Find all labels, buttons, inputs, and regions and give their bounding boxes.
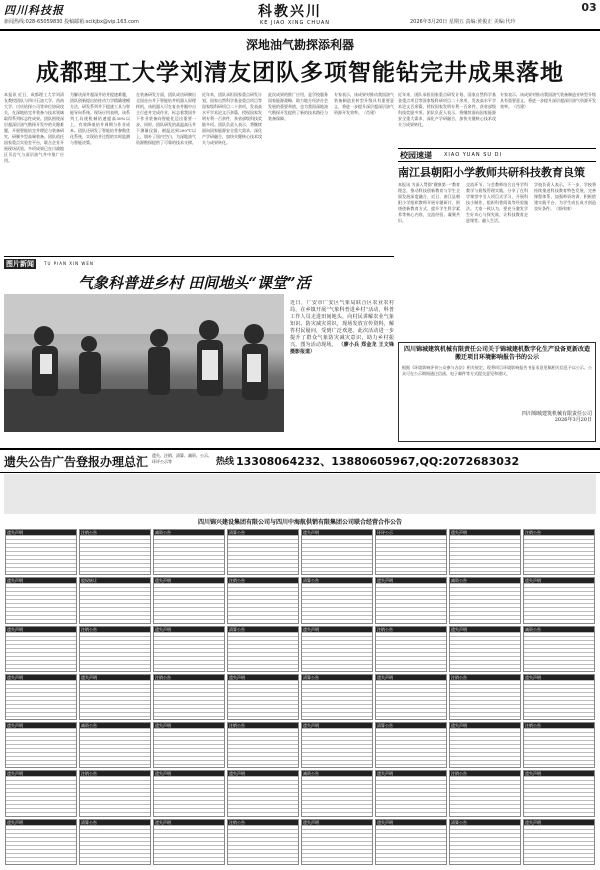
classified-ad-title: 遗失声明 [6, 578, 76, 583]
classified-ad [523, 722, 595, 768]
classified-ad-title: 遗失声明 [524, 578, 594, 583]
classified-ad [153, 770, 225, 816]
classified-ad-title: 注销公告 [228, 578, 298, 583]
photo-news-label-bar [4, 256, 394, 269]
classified-ad-title: 遗失声明 [376, 675, 446, 680]
photo-news-pinyin: TU PIAN XIN WEN [44, 261, 94, 266]
classified-ad [523, 577, 595, 623]
classified-ad-title: 注销公告 [450, 675, 520, 680]
classified-ad-title: 遗失声明 [154, 723, 224, 728]
classified-ad [301, 819, 373, 865]
classified-ad-body [376, 728, 446, 768]
classified-ad-body [450, 825, 520, 865]
classified-ad [5, 770, 77, 816]
classified-ad [227, 577, 299, 623]
classified-ad-body [6, 632, 76, 672]
notice-date: 2026年3月20日 [554, 417, 592, 423]
classified-ad-title: 注销公告 [524, 723, 594, 728]
classified-ad [227, 819, 299, 865]
classified-ad [5, 577, 77, 623]
lead-column-right: 专家表示，该成果对推动我国油气装备制造业转型升级具有重要意义，将进一步提升深层超深层油气资源开发效率。（肖建） [500, 92, 596, 109]
classified-ad [449, 626, 521, 672]
contact-line: 新闻热线:028-65059830 投稿邮箱:scikjbx@vip.163.com [4, 19, 139, 25]
classified-ad-body [80, 583, 150, 623]
classified-ad-title: 遗失声明 [154, 771, 224, 776]
classified-ad-body [302, 680, 372, 720]
classified-ad-title: 注销公告 [228, 820, 298, 825]
classified-ad-body [376, 776, 446, 816]
classified-ad-body [6, 728, 76, 768]
classified-ad-title: 注销公告 [524, 530, 594, 535]
classified-ad-title: 注销公告 [80, 627, 150, 632]
campus-paragraph: 学校负责人表示，下一步，学校将持续推进科技教育特色发展，完善课程体系，加强师资培训，积极搭建实践平台，为学生成长成才创造良好条件。（郭伟康） [534, 182, 596, 211]
classified-ad-title: 注销公告 [80, 530, 150, 535]
classified-ad-body [524, 535, 594, 575]
classified-ad-title: 遗失声明 [6, 820, 76, 825]
notice-body: 根据《环境影响评价公众参与办法》相关规定，现将项目环境影响报告书征求意见稿相关信息予以公示，公众可在公示期间通过信函、电子邮件等方式提交意见和建议。 [402, 365, 592, 376]
classified-ad-body [376, 632, 446, 672]
classified-ad-body [80, 825, 150, 865]
masthead-rule [0, 29, 600, 31]
classified-ad-body [524, 583, 594, 623]
photo-caption [290, 300, 394, 434]
classified-ad-body [80, 680, 150, 720]
classified-ad-body [228, 776, 298, 816]
classified-ad [449, 770, 521, 816]
classified-ad-title: 清算公告 [302, 675, 372, 680]
classified-ad-body [228, 728, 298, 768]
classified-ad-body [524, 632, 594, 672]
classified-ad-body [302, 632, 372, 672]
classified-ad-body [154, 535, 224, 575]
classified-ad-title: 股权转让 [80, 578, 150, 583]
classified-ad-title: 遗失声明 [6, 723, 76, 728]
news-photo [4, 294, 284, 432]
classified-ad-title: 遗失声明 [6, 771, 76, 776]
lead-kicker: 深地油气勘探添利器 [245, 38, 354, 52]
ad-banner-title: 遗失公告广告登报办理总汇 [4, 455, 149, 469]
classified-ad-body [302, 535, 372, 575]
classified-ad-title: 清算公告 [228, 627, 298, 632]
classified-ad [301, 674, 373, 720]
classified-ad-body [302, 583, 372, 623]
classified-ad-title: 清算公告 [228, 530, 298, 535]
classified-ad-title: 减资公告 [450, 578, 520, 583]
lead-column: 此次成果的推广应用，是学校服务国家能源战略、助力地方经济社会发展的重要举措，也为我国深地油气勘探开发提供了新的技术路径与装备保障。 [268, 92, 328, 121]
classified-grid [4, 528, 596, 866]
classified-ad-title: 遗失声明 [524, 771, 594, 776]
classified-ad-body [154, 632, 224, 672]
classified-ad [449, 722, 521, 768]
date-line: 2026年3月20日 星期五 责编:黄俊正 美编:代玲 [410, 19, 516, 25]
campus-paragraph: 本报讯 为深入贯彻“健康第一”教育理念，推动科技创新教育与学生全面发展深度融合，近日，南江县朝阳小学组织教师开展专题研讨，围绕创新教育方式、提升学生科学素养等核心内容，交流经验、凝聚共识。 [398, 182, 460, 223]
classified-ad [79, 770, 151, 816]
classified-ad-title: 遗失声明 [6, 627, 76, 632]
classified-ad [449, 819, 521, 865]
classified-ad-body [524, 680, 594, 720]
masthead [0, 0, 600, 32]
classified-ad-title: 遗失声明 [154, 820, 224, 825]
classified-ad-body [302, 825, 372, 865]
classified-ad-title: 清算公告 [450, 820, 520, 825]
page-number: 03 [581, 1, 597, 14]
classified-ad [79, 674, 151, 720]
paper-logo: 四川科技报 [4, 4, 64, 17]
classified-ad-body [80, 535, 150, 575]
campus-label-bar [398, 148, 596, 162]
ad-banner-phones: 13308064232、13880605967,QQ:2072683032 [236, 455, 520, 468]
classified-ad [153, 722, 225, 768]
classified-ad-body [228, 680, 298, 720]
classified-ad-title: 遗失声明 [302, 530, 372, 535]
classified-ad [301, 770, 373, 816]
classified-ad-title: 注销公告 [80, 771, 150, 776]
notice-signature: 四川锦城建筑机械有限责任公司 [521, 411, 592, 417]
lead-column-right: 近年来，团队承担国家重点研发计划、国家自然科学基金重点项目等国家级科研项目二十余项，发表高水平学术论文百余篇，授权国家发明专利一百余件，获省部级科技奖励多项。团队负责人表示，将继续面向国家能源安全重大需求，深化产学研融合，加快关键核心技术攻关与成果转化。 [398, 92, 496, 127]
classified-ad-title: 注销公告 [450, 771, 520, 776]
lead-column: 为解决深井超深井钻井提速难题，团队创新提出钻柱动力学精确建模方法，研发系列井下提速工具与智能导向系统。现场应用表明，该系列工具使机械钻速提高30%以上，有效降低钻井周期与作业成本。团队还研发了智能钻井参数优化系统，实现钻井过程的实时监测与智能决策。 [70, 92, 130, 145]
classified-ad-title: 注销公告 [228, 723, 298, 728]
classified-ad [375, 770, 447, 816]
ad-banner [0, 448, 600, 473]
ad-banner-hotline-label: 热线 [216, 457, 235, 467]
campus-paragraph: 交流环节，与会教师结合自身学科教学与班级管理实践，分享了在科学课堂中引入项目式学习、开展科技小制作、组织科普阅读等经验做法。大家一致认为，要充分激发学生好奇心与探究欲，让科技教育走进课堂、融入生活。 [466, 182, 528, 223]
classified-ad [523, 626, 595, 672]
classified-ad [375, 577, 447, 623]
classified-ad [227, 722, 299, 768]
classified-ad [79, 577, 151, 623]
classified-ad [153, 529, 225, 575]
classified-ad-body [154, 776, 224, 816]
lead-body [4, 92, 394, 257]
notice-title: 四川锦城建筑机械有限责任公司关于锦城建机数字化生产设备更新改造搬迁项目环境影响报告书的公示 [403, 346, 590, 361]
classified-ad-body [450, 535, 520, 575]
classified-ad-body [524, 776, 594, 816]
classified-ad [79, 722, 151, 768]
classified-ad [153, 674, 225, 720]
classified-ad [375, 674, 447, 720]
classified-ad-title: 遗失声明 [524, 675, 594, 680]
classified-ad [301, 626, 373, 672]
classified-ad-title: 遗失声明 [376, 771, 446, 776]
classified-ad [5, 819, 77, 865]
classified-ad [301, 722, 373, 768]
classified-ad-title: 遗失声明 [450, 530, 520, 535]
classified-ad [227, 626, 299, 672]
classified-ad-body [6, 680, 76, 720]
classified-ad [79, 819, 151, 865]
classified-ad-title: 减资公告 [154, 530, 224, 535]
photo-caption-text: 近日，广安市广安区气象局联合区农业农村局，在乡镇开展“气象科普进乡村”活动，科普工作人员走进田间地头，向村民讲解农业气象知识、防灾减灾常识，现场发放宣传资料，解答村民疑问，受到广泛欢迎。此次活动进一步提升了群众气象防灾减灾意识，助力乡村振兴。图为活动现场。 [290, 300, 394, 348]
classified-ad-title: 注销公告 [154, 675, 224, 680]
classified-ad-body [302, 728, 372, 768]
classified-ad-body [228, 583, 298, 623]
classified-ad [523, 819, 595, 865]
classified-ad [375, 529, 447, 575]
classified-ad-body [6, 825, 76, 865]
lead-column: 近年来，团队承担国家重点研发计划、国家自然科学基金重点项目等国家级科研项目二十余项，发表高水平学术论文百余篇，授权国家发明专利一百余件，获省部级科技奖励多项。团队负责人表示，将继续面向国家能源安全重大需求，深化产学研融合，加快关键核心技术攻关与成果转化。 [202, 92, 262, 145]
classified-ad [375, 626, 447, 672]
classified-ad-title: 遗失声明 [6, 530, 76, 535]
classified-ad-body [376, 680, 446, 720]
classified-ad [153, 626, 225, 672]
photo-credit: （廖小兵 郑金龙 王文锋 摄影报道） [290, 342, 394, 355]
classified-ad [5, 674, 77, 720]
classified-ad [5, 626, 77, 672]
classified-ad-title: 清算公告 [302, 578, 372, 583]
campus-label: 校园速递 [400, 150, 432, 160]
classified-ad-body [154, 680, 224, 720]
classified-ad-title: 遗失声明 [302, 627, 372, 632]
classified-ad [153, 819, 225, 865]
campus-headline: 南江县朝阳小学教师共研科技教育良策 [398, 166, 585, 179]
classified-ad-body [6, 583, 76, 623]
classified-ad-body [228, 825, 298, 865]
classified-ad-body [154, 825, 224, 865]
classified-ad-body [154, 583, 224, 623]
classified-ad-body [376, 583, 446, 623]
classified-ad [449, 529, 521, 575]
classified-ad-body [524, 825, 594, 865]
classified-ad [5, 722, 77, 768]
classified-ad-title: 遗失声明 [376, 578, 446, 583]
classified-ad-title: 遗失声明 [302, 820, 372, 825]
section-title: 科教兴川 [258, 4, 322, 20]
classified-ad-title: 遗失声明 [154, 627, 224, 632]
ad-banner-services: 遗失、注销、清算、减资、公示、环评公示等 [152, 453, 212, 464]
classified-ad-body [80, 728, 150, 768]
classified-ad-body [450, 728, 520, 768]
classified-ad-title: 清算公告 [376, 723, 446, 728]
classified-ad-title: 遗失声明 [228, 675, 298, 680]
classified-ad-body [450, 583, 520, 623]
classified-ad-body [450, 632, 520, 672]
classified-ad-title: 注销公告 [376, 627, 446, 632]
classified-ad [523, 674, 595, 720]
classified-ad-body [6, 776, 76, 816]
classified-ad-title: 遗失声明 [450, 627, 520, 632]
classified-ad [523, 529, 595, 575]
classified-ad [449, 674, 521, 720]
classified-ad-title: 减资公告 [524, 627, 594, 632]
section-pinyin: KE JIAO XING CHUAN [260, 20, 331, 26]
env-notice [398, 342, 596, 442]
classified-ad-title: 遗失声明 [302, 723, 372, 728]
classified-ad-body [6, 535, 76, 575]
classified-ad [375, 819, 447, 865]
campus-pinyin: XIAO YUAN SU DI [444, 152, 502, 158]
classified-ad-body [302, 776, 372, 816]
classified-ad-title: 减资公告 [80, 723, 150, 728]
classified-ad-body [376, 825, 446, 865]
classified-headline: 四川锦兴建设集团有限公司与四川中海航供销有限集团公司联合经营合作公告 [197, 519, 402, 526]
classified-ad-body [80, 632, 150, 672]
photo-scene [4, 294, 284, 432]
classified-ad-title: 减资公告 [302, 771, 372, 776]
classified-ad-body [376, 535, 446, 575]
classified-ad [227, 674, 299, 720]
classified-ad-body [80, 776, 150, 816]
lead-column: 本报讯 近日，成都理工大学刘清友教授团队与四川石油大学、西南大学、川庆钻探公司等单位协同攻关，在深地钻完井装备与技术领域取得系列标志性成果。团队围绕深层超深层油气勘探开发中的关键难题，开展智能钻完井理论与装备研究，研制多型高端装备。团队依托国家重点实验室平台，联合企业开展现场试验，多项成果已在川渝地区页岩气与深层油气井中推广应用。 [4, 92, 64, 163]
campus-section [398, 148, 596, 338]
classified-ad [153, 577, 225, 623]
lead-column: 在装备研发方面，团队成功研制出全国首台井下智能钻井机器人原理样机，该机器人可在复杂井眼中自主行进并完成作业，标志着我国井下作业装备向智能化迈出重要一步。同时，团队研发的高温高压井下测量仪器，耐温达到200℃以上，填补了国内空白，为深地油气资源勘探提供了可靠的技术支撑。 [136, 92, 196, 145]
classified-ad-body [450, 680, 520, 720]
classified-ad [301, 529, 373, 575]
classified-ad [449, 577, 521, 623]
classified-ad-body [524, 728, 594, 768]
classified-ad-body [154, 728, 224, 768]
classified-ad [227, 770, 299, 816]
classified-ad-title: 环评公示 [376, 530, 446, 535]
lead-headline: 成都理工大学刘清友团队多项智能钻完井成果落地 [36, 59, 564, 86]
photo-news-headline: 气象科普进乡村 田间地头“课堂”活 [78, 274, 311, 292]
classified-ad-title: 遗失声明 [154, 578, 224, 583]
classified-ad-title: 清算公告 [80, 820, 150, 825]
classified-ad-title: 遗失声明 [376, 820, 446, 825]
classified-ad-title: 遗失声明 [450, 723, 520, 728]
classified-text-block [4, 474, 596, 514]
classified-ad [79, 529, 151, 575]
classified-ad [523, 770, 595, 816]
photo-news-label: 图片新闻 [6, 259, 34, 268]
classified-ad-body [228, 535, 298, 575]
lead-column: 专家表示，该成果对推动我国油气装备制造业转型升级具有重要意义，将进一步提升深层超深层油气资源开发效率。（肖建） [334, 92, 394, 115]
classified-ad-title: 遗失声明 [6, 675, 76, 680]
classified-ad-title: 遗失声明 [80, 675, 150, 680]
classified-ad [5, 529, 77, 575]
classified-ad [301, 577, 373, 623]
classified-ad-body [228, 632, 298, 672]
classified-ad [375, 722, 447, 768]
classified-ad-title: 遗失声明 [228, 771, 298, 776]
classified-ad [227, 529, 299, 575]
classified-ad [79, 626, 151, 672]
classified-ad-title: 遗失声明 [524, 820, 594, 825]
classified-ad-body [450, 776, 520, 816]
